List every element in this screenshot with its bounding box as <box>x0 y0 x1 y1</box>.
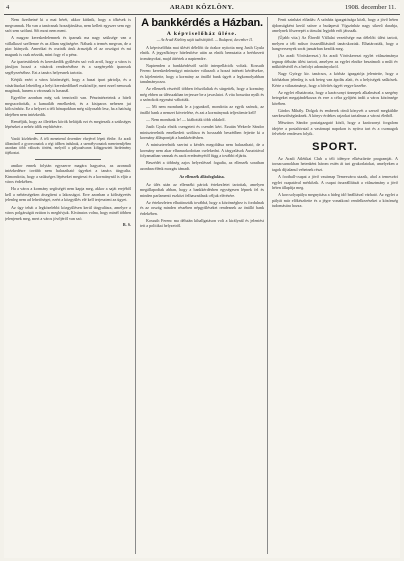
paper-title: ARADI KÖZLÖNY. <box>169 4 235 11</box>
separator <box>35 133 101 134</box>
news-item: Az egylet elhatározta, hogy a karácsonyi ünnepek alkalmával a szegény betegeket megajándékozza és erre a célra gyűjtést indít a város közönsége körében. <box>272 89 398 106</box>
right-column <box>272 17 398 556</box>
page-header <box>4 2 400 15</box>
sport-item: A korcsolyapálya megnyitása a hideg idő beálltával várható. Az egylet a pályát már előkészítette és a jégre vonatkozó rendelkezéseket a közönség tudomására hozza. <box>272 192 398 209</box>
article-paragraph: Nem fizethetné ki a mai bérét, akkor kitűnik, hogy a tőkések is megvannak. Ha van a tanácsnak hozzájárulása, nem kellett egyszer sem egy szót sem szólani. Sőt most nem ment. <box>5 17 131 34</box>
article-paragraph: — Mi nem mondunk le a jogunkról, mondotta az egyik szónok, az önálló bank a nemzet követelése, és azt a kormánynak teljesítenie kell! <box>140 104 264 116</box>
news-item: Gárdos Mihály. Dolgok és emberek című könyvét a szerző megküldte szerkesztőségünknek. A könyv érdekes rajzokat tartalmaz a városi életből. <box>272 107 398 119</box>
news-item: Fenti szinházi előadás: A színház igazgatósága közli, hogy a jövő héten újdonságként kerül színre a budapesti Vígszínház nagy sikerű darabja, amelynek főszerepét a társulat legjobb erői játsszák. <box>272 17 398 34</box>
sport-item: A football-csapat a jövő vasárnap Temesvárra utazik, ahol a temesvári egylet csapatával mérkőzik. A csapat összeállítását a választmány a jövő héten állapítja meg. <box>272 174 398 191</box>
article-paragraph: Ha a város a kormány segítségét nem kapja meg, akkor a saját erejéből kell a nehézségeken átsegíteni a lakosságot. Erre azonban a költségvetés jelenleg nem ad lehetőséget, ezért a közgyűlés elé kell terjeszteni az ügyet. <box>5 186 131 203</box>
news-note: Vasúti közlekedés. A téli menetrend december elsejével lépett életbe. Az aradi állomásról a gyorsvonatok a régi időben indulnak, a személyvonatok menetrendjében azonban több változás történt, melyről a pályaudvaron kifüggesztett hirdetmény tájékoztat. <box>5 136 131 155</box>
page-number: 4 <box>6 4 10 11</box>
article-subhead: A képviselőház ülése. <box>166 31 238 37</box>
section-subhead: Az ellenzék állásfoglalása. <box>179 174 225 180</box>
article-paragraph: Egyelőre azonban még sok tennivaló van. Pénzintézeteink a hitelt megszorították, a kamatláb emelkedett, és a kisiparos nehezen jut kölcsönhöz. Ez a helyzet a téli hónapokban még súlyosabb lesz, ha a hatóság idejében nem intézkedik. <box>5 95 131 117</box>
article-paragraph: Napirenden a bankkérdésről szóló interpellációk voltak. Kossuth Ferenc kereskedelemügyi miniszter válaszolt a hozzá intézett kérdésekre, és kijelentette, hogy a kormány az önálló bank ügyét a legkomolyabban tanulmányozza. <box>140 62 264 85</box>
article-paragraph: A miniszterelnök szerint a kérdés megoldása nem halasztható, de a kormány nem akar elhamarkodottan cselekedni. A tárgyalások Ausztriával folyamatban vannak és azok eredményétől függ a további eljárás. <box>140 142 264 159</box>
news-item: Nagy György kir. tanácsos, a kórház igazgatója jelentette, hogy a kórházban jelenleg is sok beteg van ápolás alatt, és a helyiségek szűkösek. Kérte a választmányt, hogy a bővítés ügyét vegye kezébe. <box>272 71 398 88</box>
article-paragraph: Az ügy tehát a legközelebbi közgyűlésen kerül tárgyalásra, amelyre a város polgárságát ezúton is meghívjuk. Kívánatos volna, hogy minél többen jelenjenek meg, mert a város jövőjéről van szó. <box>5 204 131 221</box>
middle-column <box>140 17 264 556</box>
article-headline: A bankkérdés a Házban. <box>141 17 263 29</box>
separator <box>35 159 101 160</box>
article-byline: — Az Aradi Közlöny saját tudósítójától. — Budapest, december 11. <box>156 38 254 42</box>
column-rule <box>267 17 268 554</box>
left-column <box>5 17 131 556</box>
article-paragraph: A magyar kereskedelemnek és iparnak ma nagy szüksége van a vállalkozó szellemre és az állam segítségére. Nálunk a termés megvan, de a piac hiányzik. Amerikai és osztrák áruk árasztják el az országot és mi magunk is csak nézzük, mint fogy el a pénz. <box>5 35 131 57</box>
article-paragraph: Justh Gyula elnök csengetett és csendet kért. Ezután Wekerle Sándor miniszterelnök emelkedett szólásra és hosszabb beszédben fejtette ki a kormány álláspontját a bankkérdésben. <box>140 124 264 141</box>
article-paragraph: Az értekezleten elhatározták továbbá, hogy a közönséghez is fordulnak és az ország minden részében népgyűléseket rendeznek az önálló bank érdekében. <box>140 199 264 216</box>
sport-item: Az Aradi Atlétikai Club a téli idényre elkészítette programját. A tornacsarnokban hetenként három estén át tart gyakorlatokat, amelyeken a tagok díjtalanul vehetnek részt. <box>272 155 398 173</box>
article-paragraph: Az ülés után az ellenzéki pártok értekezletet tartottak, amelyen megállapodtak abban, hogy a bankkérdésben egységesen lépnek fel és minden parlamenti eszközt felhasználnak céljuk elérésére. <box>140 181 264 198</box>
column-rule <box>135 17 136 554</box>
article-paragraph: Az ellenzék részéről többen felszólaltak és sürgették, hogy a kormány még ebben az ülésszakban terjessze be a javaslatot. A vita hosszúra nyúlt és a szónokok egymást váltották. <box>140 86 264 103</box>
article-paragraph: Kérjük ezért a város közönségét, hogy a hazai ipart pártolja, és a vásárlásokat lehetőleg a helyi kereskedőknél eszközölje, mert ezzel nemcsak magának, hanem a városnak is használ. <box>5 76 131 94</box>
article-paragraph: amikor ennek folytán egyszerre magára hagyatva, az azonnali intézkedésre tovább nem halasztható ügyeket a tanács tárgyalta. Kimondotta, hogy a szükséges lépéseket megteszi és a kormánynál is eljár a város érdekében. <box>5 162 131 185</box>
sport-section-title: SPORT. <box>312 140 358 153</box>
article-paragraph: A képviselőház mai ülését délelőtt tíz órakor nyitotta meg Justh Gyula elnök. A jegyzőkönyv hitelesítése után az elnök bemutatta a beérkezett irományokat, majd áttértek a napirendre. <box>140 44 264 61</box>
article-paragraph: Kossuth Ferenc ma délután kihallgatáson volt a királynál és jelentést tett a politikai helyzetről. <box>140 217 264 229</box>
news-item: Mészáros Sándor postaigazgató közli, hogy a karácsonyi forgalom idejére a postahivatal a vasárnapi napokon is nyitva tart és a csomagok felvétele rendesen folyik. <box>272 120 398 137</box>
signature: B. S. <box>122 222 131 228</box>
article-paragraph: Beszédét a többség zajos helyesléssel fogadta, az ellenzék soraiban azonban élénk mozgás támadt. <box>140 160 264 171</box>
news-item: (Az aradi Vöröskereszt.) Az aradi Vöröskereszt egylet választmánya tegnap délután ülést tartott, amelyen az egylet elnöke beszámolt a múlt év működéséről és a befolyt adományokról. <box>272 53 398 70</box>
article-paragraph: — Nem mondunk le! — kiáltották több oldalról. <box>146 117 226 123</box>
article-paragraph: Reméljük, hogy az illetékes körök belátják ezt és megteszik a szükséges lépéseket a nehéz idők enyhítésére. <box>5 118 131 130</box>
issue-date: 1908. december 11. <box>344 4 396 11</box>
newspaper-page <box>4 2 400 558</box>
article-paragraph: Az ipartestületek és kereskedők gyűlésén szó volt arról, hogy a város is járuljon hozzá a vásárok rendezéséhez és a szegényebb iparosok segélyezéséhez. Ezt a tanács helyesnek tartotta. <box>5 58 131 75</box>
news-item: (Újabb vita.) Az Ébredő Vállalat vezetősége ma délelőtt ülést tartott, melyen a téli műsor összeállításáról tanácskoztak. Elhatározták, hogy a hangversenyek sorát januárban kezdik meg. <box>272 35 398 52</box>
